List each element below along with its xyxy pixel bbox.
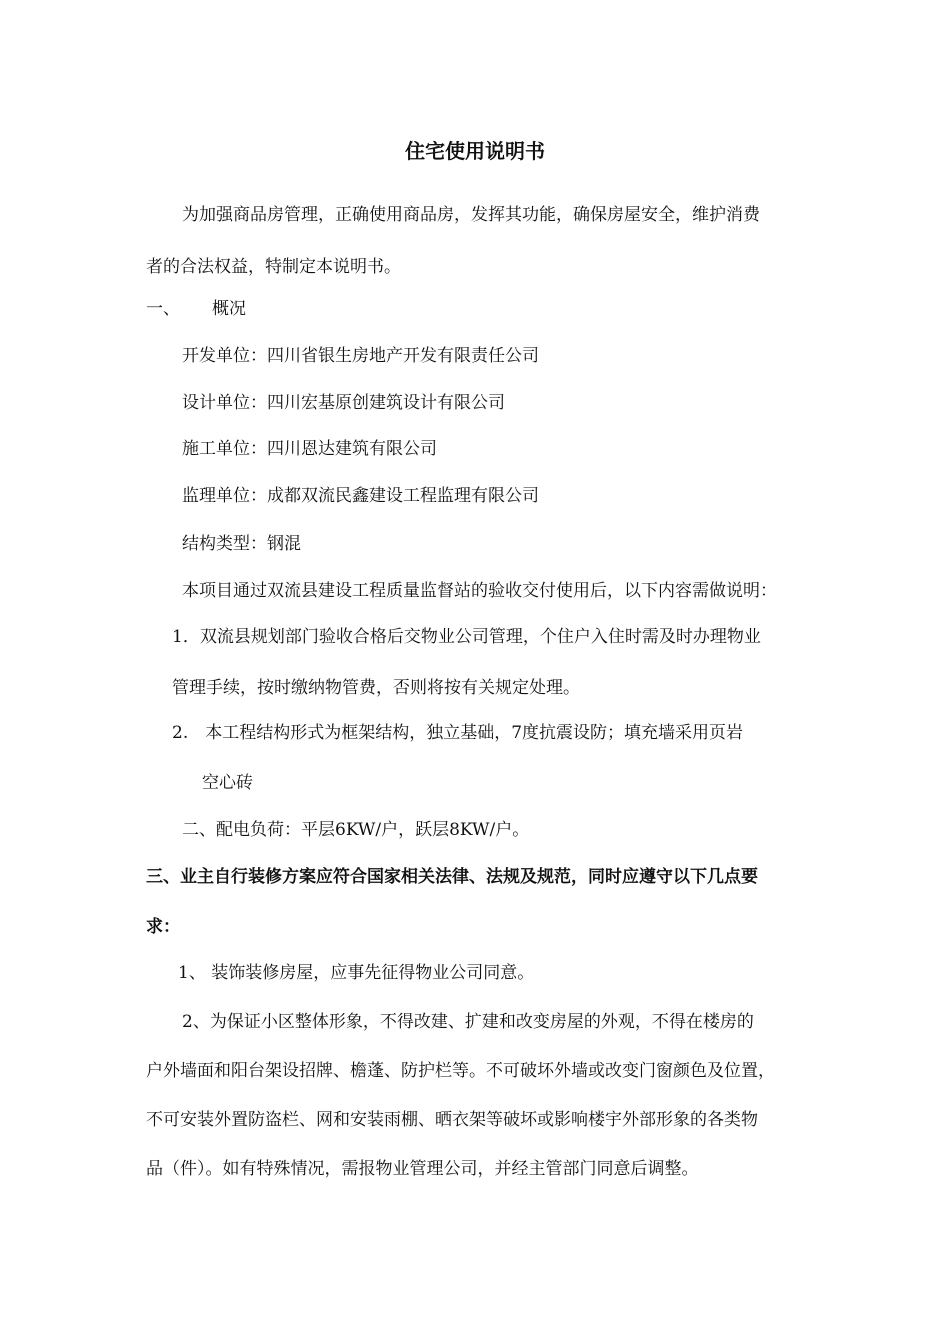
intro-line-2: 者的合法权益，特制定本说明书。 bbox=[146, 257, 401, 277]
builder-line: 施工单位：四川恩达建筑有限公司 bbox=[182, 439, 437, 459]
project-note: 本项目通过双流县建设工程质量监督站的验收交付使用后，以下内容需做说明： bbox=[182, 581, 777, 601]
section-1-number: 一、 bbox=[146, 299, 180, 319]
section-3-item-2-line-3: 不可安装外置防盗栏、网和安装雨棚、晒衣架等破坏或影响楼宇外部形象的各类物 bbox=[146, 1110, 758, 1130]
designer-line: 设计单位：四川宏基原创建筑设计有限公司 bbox=[182, 393, 505, 413]
section-3-item-1: 1、 装饰装修房屋，应事先征得物业公司同意。 bbox=[178, 963, 535, 983]
section-3-heading-line-2: 求： bbox=[146, 917, 180, 937]
item-2-line-2: 空心砖 bbox=[202, 773, 253, 793]
intro-line-1: 为加强商品房管理，正确使用商品房，发挥其功能，确保房屋安全，维护消费 bbox=[182, 205, 760, 225]
section-3-item-2-line-2: 户外墙面和阳台架设招牌、檐蓬、防护栏等。不可破坏外墙或改变门窗颜色及位置， bbox=[146, 1061, 775, 1081]
section-3-heading-line-1: 三、业主自行装修方案应符合国家相关法律、法规及规范，同时应遵守以下几点要 bbox=[146, 867, 758, 887]
section-1-heading: 概况 bbox=[212, 299, 246, 319]
developer-line: 开发单位：四川省银生房地产开发有限责任公司 bbox=[182, 346, 539, 366]
document-title: 住宅使用说明书 bbox=[405, 139, 545, 163]
section-3-item-2-line-1: 2、为保证小区整体形象，不得改建、扩建和改变房屋的外观，不得在楼房的 bbox=[182, 1012, 754, 1032]
structure-line: 结构类型：钢混 bbox=[182, 534, 301, 554]
item-2-line-1: 2. 本工程结构形式为框架结构，独立基础，7度抗震设防；填充墙采用页岩 bbox=[172, 723, 744, 743]
item-1-line-2: 管理手续，按时缴纳物管费，否则将按有关规定处理。 bbox=[172, 678, 580, 698]
section-2-line: 二、配电负荷：平层6KW/户，跃层8KW/户。 bbox=[182, 820, 530, 840]
item-1-line-1: 1．双流县规划部门验收合格后交物业公司管理，个住户入住时需及时办理物业 bbox=[172, 627, 761, 647]
supervisor-line: 监理单位：成都双流民鑫建设工程监理有限公司 bbox=[182, 486, 539, 506]
section-3-item-2-line-4: 品（件）。如有特殊情况，需报物业管理公司，并经主管部门同意后调整。 bbox=[146, 1159, 699, 1179]
